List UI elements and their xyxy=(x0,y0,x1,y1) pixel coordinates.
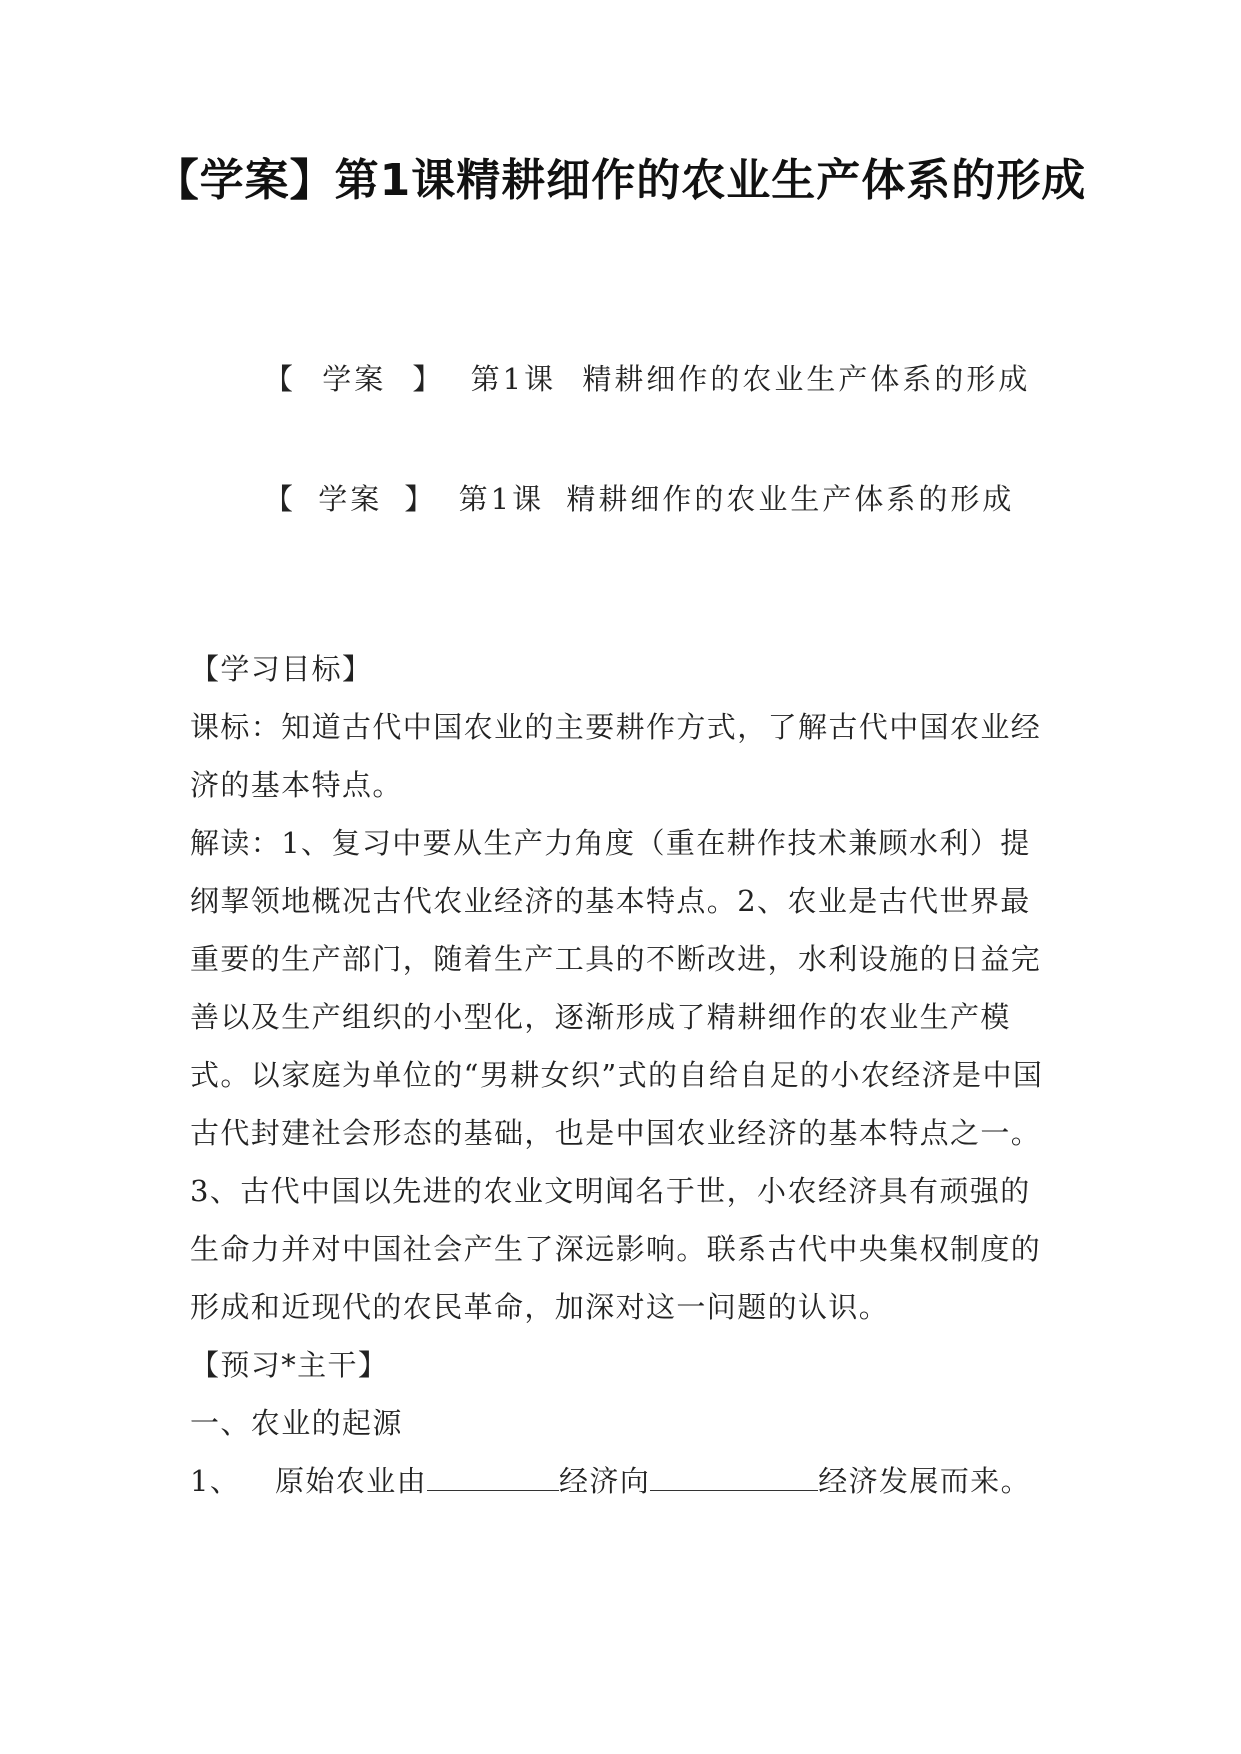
answer-blank-2[interactable] xyxy=(650,1458,818,1491)
interpretation-paragraph: 解读：1、复习中要从生产力角度（重在耕作技术兼顾水利）提纲挈领地概况古代农业经济的基本特点。2、农业是古代世界最重要的生产部门，随着生产工具的不断改进，水利设施的日益完善以及生产组织的小型化，逐渐形成了精耕细作的农业生产模式。以家庭为单位的“男耕女织”式的自给自足的小农经济是中国古代封建社会形态的基础，也是中国农业经济的基本特点之一。3、古代中国以先进的农业文明闻名于世，小农经济具有顽强的生命力并对中国社会产生了深远影响。联系古代中央集权制度的形成和近现代的农民革命，加深对这一问题的认识。 xyxy=(190,826,1044,1324)
question-text-c: 经济发展而来。 xyxy=(818,1464,1032,1498)
document-body xyxy=(190,640,1050,1510)
goals-heading: 【学习目标】 xyxy=(190,652,373,686)
subtitle-line-1: 【 学案 】 第1课 精耕细作的农业生产体系的形成 xyxy=(264,362,1031,396)
question-1 xyxy=(190,1452,1050,1510)
question-text-b: 经济向 xyxy=(559,1464,651,1498)
question-text-a: 原始农业由 xyxy=(275,1464,428,1498)
question-number: 1、 xyxy=(190,1464,241,1498)
subtitle-line-2: 【 学案 】 第1课 精耕细作的农业生产体系的形成 xyxy=(264,482,1015,516)
curriculum-paragraph: 课标：知道古代中国农业的主要耕作方式，了解古代中国农业经济的基本特点。 xyxy=(190,710,1042,802)
origin-heading: 一、农业的起源 xyxy=(190,1406,403,1440)
document-title: 【学案】第1课精耕细作的农业生产体系的形成 xyxy=(154,155,1087,206)
answer-blank-1[interactable] xyxy=(427,1458,559,1491)
preview-heading: 【预习*主干】 xyxy=(190,1348,389,1382)
